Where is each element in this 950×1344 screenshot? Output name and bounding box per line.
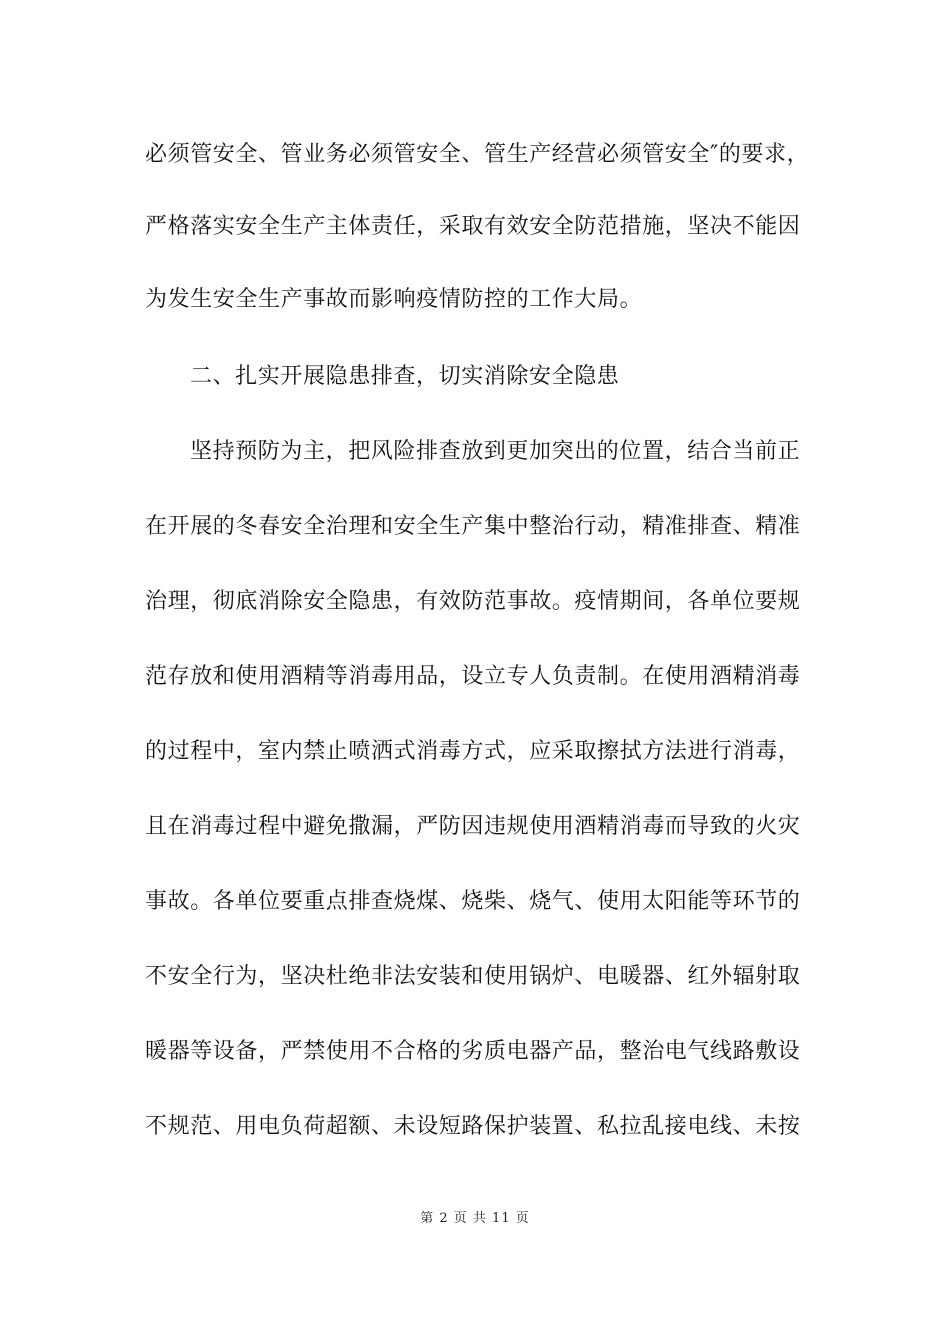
- body-text-line: 事故。各单位要重点排查烧煤、烧柴、烧气、使用太阳能等环节的: [145, 889, 801, 914]
- body-text-line: 治理，彻底消除安全隐患，有效防范事故。疫情期间，各单位要规: [145, 589, 801, 614]
- body-text-line: 且在消毒过程中避免撒漏，严防因违规使用酒精消毒而导致的火灾: [145, 814, 801, 839]
- body-text-line: 不规范、用电负荷超额、未设短路保护装置、私拉乱接电线、未按: [145, 1114, 801, 1139]
- body-text-line: 范存放和使用酒精等消毒用品，设立专人负责制。在使用酒精消毒: [145, 664, 801, 689]
- body-text-line: 在开展的冬春安全治理和安全生产集中整治行动，精准排查、精准: [145, 514, 801, 539]
- body-text-line: 的过程中，室内禁止喷洒式消毒方式，应采取擦拭方法进行消毒，: [145, 739, 801, 764]
- body-text-line: 严格落实安全生产主体责任，采取有效安全防范措施，坚决不能因: [145, 214, 801, 239]
- body-text-line: 暖器等设备，严禁使用不合格的劣质电器产品，整治电气线路敷设: [145, 1039, 801, 1064]
- body-text-line: 坚持预防为主，把风险排查放到更加突出的位置，结合当前正: [190, 439, 801, 464]
- body-text-line: 为发生安全生产事故而影响疫情防控的工作大局。: [145, 287, 643, 312]
- section-heading: 二、扎实开展隐患排查，切实消除安全隐患: [190, 364, 620, 389]
- body-text-line: 不安全行为，坚决杜绝非法安装和使用锅炉、电暖器、红外辐射取: [145, 964, 801, 989]
- page-number-footer: 第 2 页 共 11 页: [420, 1211, 530, 1226]
- body-text-line: 必须管安全、管业务必须管安全、管生产经营必须管安全″的要求，: [145, 142, 810, 167]
